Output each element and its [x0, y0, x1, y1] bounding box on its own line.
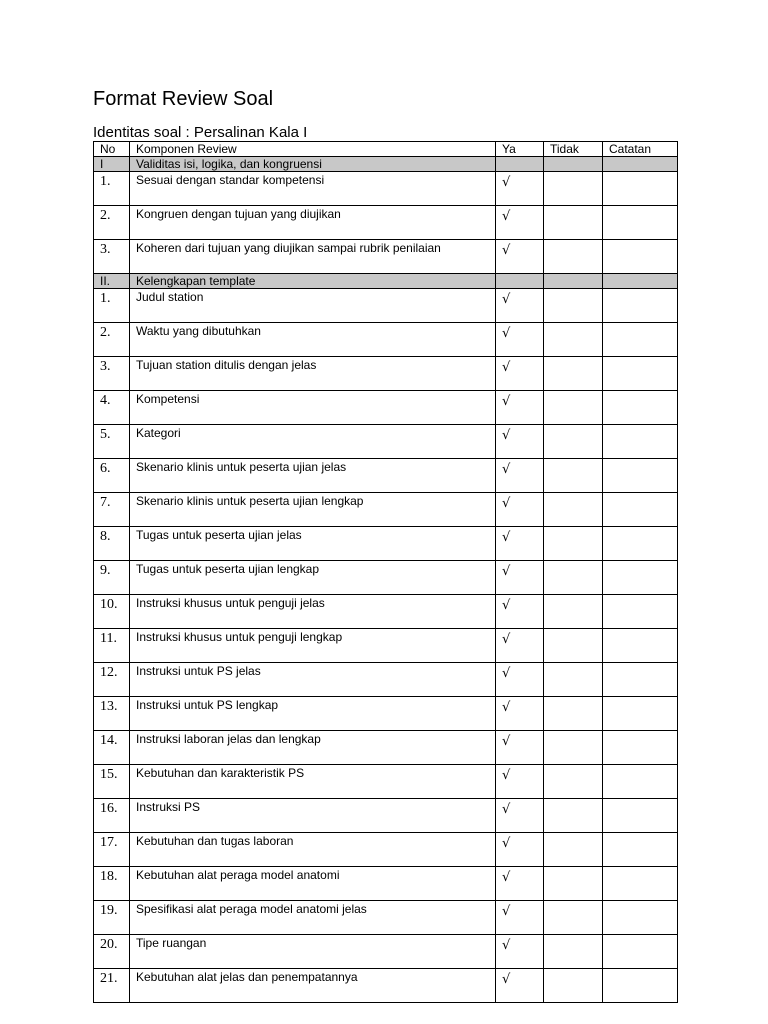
catatan-cell [603, 172, 678, 206]
item-component: Spesifikasi alat peraga model anatomi jelas [130, 901, 496, 935]
item-number: 5. [94, 425, 130, 459]
ya-check-mark: √ [496, 833, 544, 867]
item-number: 18. [94, 867, 130, 901]
ya-check-mark: √ [496, 493, 544, 527]
tidak-cell [544, 527, 603, 561]
table-row [94, 799, 678, 833]
section-ya-cell [496, 274, 544, 289]
item-number: 13. [94, 697, 130, 731]
item-number: 2. [94, 206, 130, 240]
catatan-cell [603, 240, 678, 274]
catatan-cell [603, 629, 678, 663]
catatan-cell [603, 799, 678, 833]
question-identity: Identitas soal : Persalinan Kala I [93, 124, 308, 141]
item-number: 16. [94, 799, 130, 833]
item-number: 4. [94, 391, 130, 425]
tidak-cell [544, 697, 603, 731]
item-number: 15. [94, 765, 130, 799]
ya-check-mark: √ [496, 172, 544, 206]
catatan-cell [603, 459, 678, 493]
item-component: Tugas untuk peserta ujian lengkap [130, 561, 496, 595]
catatan-cell [603, 391, 678, 425]
header-tidak: Tidak [544, 142, 603, 157]
item-component: Instruksi untuk PS jelas [130, 663, 496, 697]
tidak-cell [544, 289, 603, 323]
section-number: II. [94, 274, 130, 289]
catatan-cell [603, 206, 678, 240]
item-component: Instruksi khusus untuk penguji jelas [130, 595, 496, 629]
ya-check-mark: √ [496, 765, 544, 799]
ya-check-mark: √ [496, 935, 544, 969]
tidak-cell [544, 493, 603, 527]
table-row [94, 663, 678, 697]
item-number: 12. [94, 663, 130, 697]
catatan-cell [603, 527, 678, 561]
tidak-cell [544, 172, 603, 206]
catatan-cell [603, 697, 678, 731]
table-row [94, 172, 678, 206]
item-number: 3. [94, 240, 130, 274]
item-number: 1. [94, 172, 130, 206]
item-component: Kebutuhan dan tugas laboran [130, 833, 496, 867]
table-row [94, 765, 678, 799]
section-title: Kelengkapan template [130, 274, 496, 289]
review-table [93, 141, 678, 1003]
section-tidak-cell [544, 274, 603, 289]
tidak-cell [544, 459, 603, 493]
table-row [94, 206, 678, 240]
tidak-cell [544, 323, 603, 357]
item-component: Kongruen dengan tujuan yang diujikan [130, 206, 496, 240]
ya-check-mark: √ [496, 391, 544, 425]
table-row [94, 935, 678, 969]
tidak-cell [544, 561, 603, 595]
ya-check-mark: √ [496, 425, 544, 459]
ya-check-mark: √ [496, 357, 544, 391]
item-number: 10. [94, 595, 130, 629]
catatan-cell [603, 867, 678, 901]
table-row [94, 867, 678, 901]
item-component: Tugas untuk peserta ujian jelas [130, 527, 496, 561]
tidak-cell [544, 357, 603, 391]
section-title: Validitas isi, logika, dan kongruensi [130, 157, 496, 172]
table-row [94, 595, 678, 629]
ya-check-mark: √ [496, 799, 544, 833]
tidak-cell [544, 629, 603, 663]
header-no: No [94, 142, 130, 157]
ya-check-mark: √ [496, 969, 544, 1003]
item-number: 21. [94, 969, 130, 1003]
catatan-cell [603, 765, 678, 799]
ya-check-mark: √ [496, 527, 544, 561]
catatan-cell [603, 323, 678, 357]
item-number: 9. [94, 561, 130, 595]
item-number: 6. [94, 459, 130, 493]
table-row [94, 459, 678, 493]
ya-check-mark: √ [496, 663, 544, 697]
tidak-cell [544, 425, 603, 459]
item-component: Kategori [130, 425, 496, 459]
section-row [94, 274, 678, 289]
tidak-cell [544, 663, 603, 697]
item-component: Instruksi khusus untuk penguji lengkap [130, 629, 496, 663]
ya-check-mark: √ [496, 867, 544, 901]
table-row [94, 697, 678, 731]
item-number: 20. [94, 935, 130, 969]
table-row [94, 391, 678, 425]
section-number: I [94, 157, 130, 172]
ya-check-mark: √ [496, 289, 544, 323]
tidak-cell [544, 969, 603, 1003]
header-component: Komponen Review [130, 142, 496, 157]
catatan-cell [603, 663, 678, 697]
catatan-cell [603, 833, 678, 867]
catatan-cell [603, 561, 678, 595]
item-number: 14. [94, 731, 130, 765]
tidak-cell [544, 901, 603, 935]
ya-check-mark: √ [496, 629, 544, 663]
section-ya-cell [496, 157, 544, 172]
item-component: Waktu yang dibutuhkan [130, 323, 496, 357]
tidak-cell [544, 731, 603, 765]
catatan-cell [603, 425, 678, 459]
table-row [94, 493, 678, 527]
item-component: Skenario klinis untuk peserta ujian jelas [130, 459, 496, 493]
item-component: Tujuan station ditulis dengan jelas [130, 357, 496, 391]
section-catatan-cell [603, 157, 678, 172]
table-row [94, 357, 678, 391]
table-row [94, 833, 678, 867]
table-header-row [94, 142, 678, 157]
table-row [94, 527, 678, 561]
review-table-body [94, 142, 678, 1003]
item-number: 7. [94, 493, 130, 527]
item-number: 19. [94, 901, 130, 935]
catatan-cell [603, 595, 678, 629]
catatan-cell [603, 289, 678, 323]
item-component: Koheren dari tujuan yang diujikan sampai rubrik penilaian [130, 240, 496, 274]
item-component: Instruksi PS [130, 799, 496, 833]
catatan-cell [603, 901, 678, 935]
item-number: 11. [94, 629, 130, 663]
table-row [94, 323, 678, 357]
item-component: Kebutuhan alat peraga model anatomi [130, 867, 496, 901]
table-row [94, 289, 678, 323]
table-row [94, 240, 678, 274]
section-tidak-cell [544, 157, 603, 172]
section-catatan-cell [603, 274, 678, 289]
tidak-cell [544, 833, 603, 867]
ya-check-mark: √ [496, 459, 544, 493]
table-row [94, 731, 678, 765]
item-number: 17. [94, 833, 130, 867]
tidak-cell [544, 240, 603, 274]
item-component: Kompetensi [130, 391, 496, 425]
ya-check-mark: √ [496, 595, 544, 629]
item-component: Tipe ruangan [130, 935, 496, 969]
item-component: Instruksi untuk PS lengkap [130, 697, 496, 731]
item-component: Kebutuhan dan karakteristik PS [130, 765, 496, 799]
item-component: Skenario klinis untuk peserta ujian lengkap [130, 493, 496, 527]
item-number: 2. [94, 323, 130, 357]
ya-check-mark: √ [496, 901, 544, 935]
tidak-cell [544, 391, 603, 425]
table-row [94, 425, 678, 459]
ya-check-mark: √ [496, 206, 544, 240]
item-component: Sesuai dengan standar kompetensi [130, 172, 496, 206]
ya-check-mark: √ [496, 323, 544, 357]
catatan-cell [603, 357, 678, 391]
catatan-cell [603, 935, 678, 969]
tidak-cell [544, 595, 603, 629]
table-row [94, 901, 678, 935]
ya-check-mark: √ [496, 697, 544, 731]
tidak-cell [544, 206, 603, 240]
ya-check-mark: √ [496, 561, 544, 595]
table-row [94, 629, 678, 663]
tidak-cell [544, 799, 603, 833]
catatan-cell [603, 969, 678, 1003]
tidak-cell [544, 765, 603, 799]
item-component: Judul station [130, 289, 496, 323]
item-number: 1. [94, 289, 130, 323]
header-ya: Ya [496, 142, 544, 157]
header-catatan: Catatan [603, 142, 678, 157]
catatan-cell [603, 731, 678, 765]
table-row [94, 561, 678, 595]
ya-check-mark: √ [496, 731, 544, 765]
section-row [94, 157, 678, 172]
catatan-cell [603, 493, 678, 527]
item-number: 3. [94, 357, 130, 391]
ya-check-mark: √ [496, 240, 544, 274]
document-title: Format Review Soal [93, 88, 274, 110]
item-component: Kebutuhan alat jelas dan penempatannya [130, 969, 496, 1003]
item-component: Instruksi laboran jelas dan lengkap [130, 731, 496, 765]
tidak-cell [544, 867, 603, 901]
table-row [94, 969, 678, 1003]
item-number: 8. [94, 527, 130, 561]
tidak-cell [544, 935, 603, 969]
